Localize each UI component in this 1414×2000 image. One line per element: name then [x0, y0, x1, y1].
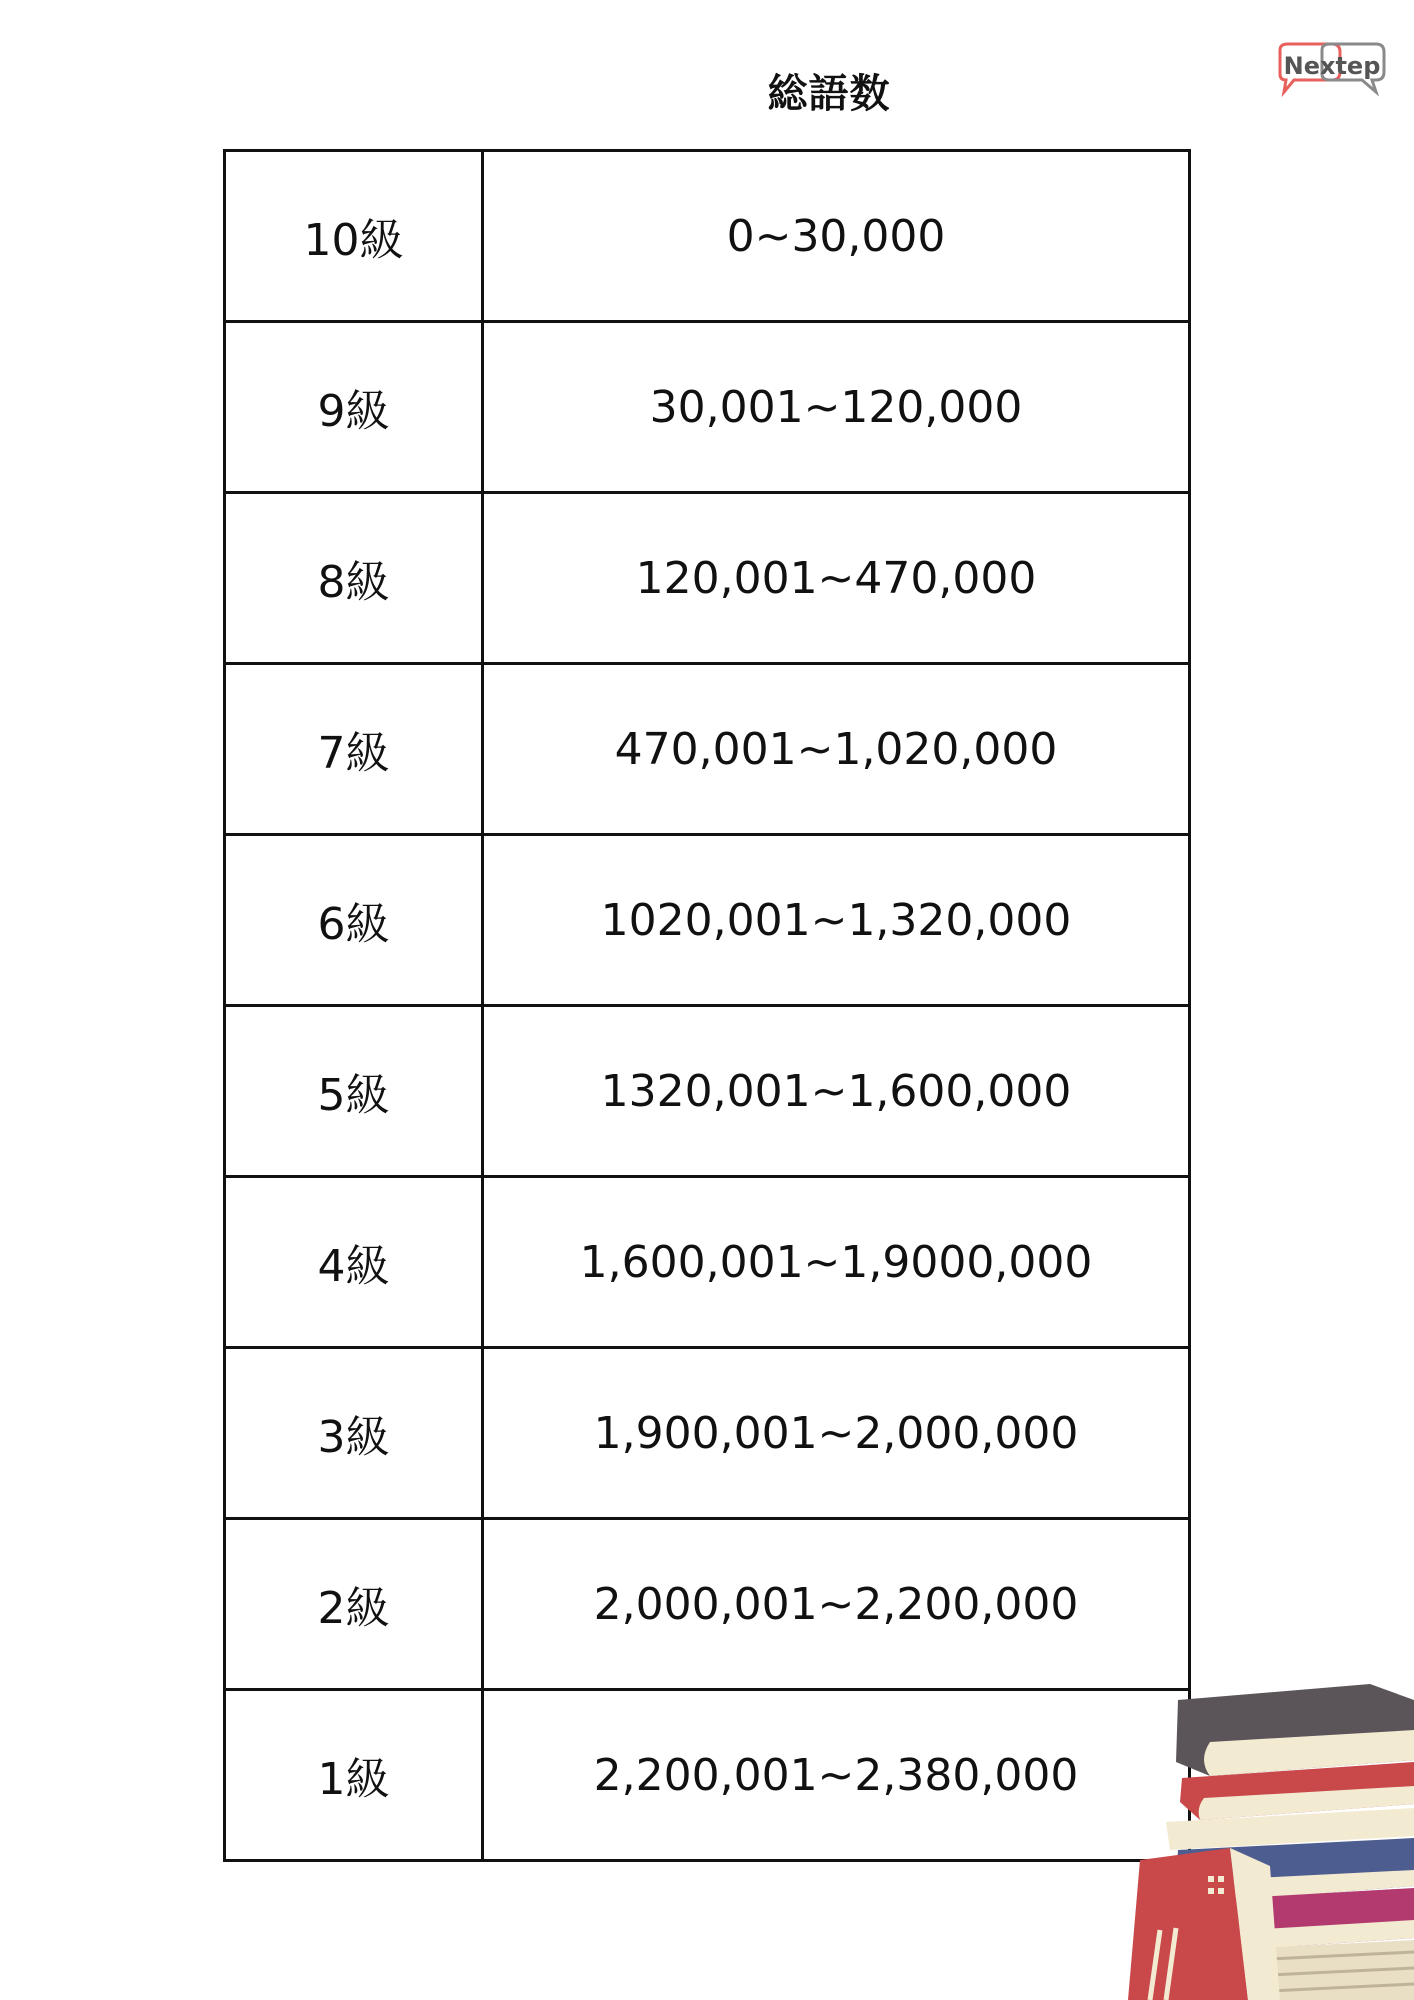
table-row — [225, 1519, 1190, 1690]
word-count-range-cell: 120,001~470,000 — [483, 493, 1190, 664]
word-count-range-cell: 0~30,000 — [483, 151, 1190, 322]
word-count-range-cell: 30,001~120,000 — [483, 322, 1190, 493]
table-row — [225, 1348, 1190, 1519]
grade-cell: 4級 — [225, 1177, 483, 1348]
book-stack-illustration-icon — [1120, 1680, 1414, 2000]
grade-cell: 7級 — [225, 664, 483, 835]
nextep-logo — [1272, 42, 1392, 98]
grade-cell: 10級 — [225, 151, 483, 322]
grade-cell: 5級 — [225, 1006, 483, 1177]
table-row — [225, 1177, 1190, 1348]
grade-cell: 9級 — [225, 322, 483, 493]
table-row — [225, 493, 1190, 664]
table-row — [225, 1690, 1190, 1861]
word-count-range-cell: 1,600,001~1,9000,000 — [483, 1177, 1190, 1348]
grade-cell: 2級 — [225, 1519, 483, 1690]
table-row — [225, 835, 1190, 1006]
grade-table-body — [225, 151, 1190, 1861]
page-title — [0, 62, 1414, 119]
word-count-range-cell: 2,000,001~2,200,000 — [483, 1519, 1190, 1690]
grade-table — [223, 149, 1191, 1862]
grade-cell: 1級 — [225, 1690, 483, 1861]
grade-cell: 6級 — [225, 835, 483, 1006]
table-row — [225, 664, 1190, 835]
page-title-text: 総語数 — [767, 71, 891, 117]
table-row — [225, 322, 1190, 493]
logo-text: Nextep — [1283, 52, 1381, 80]
table-row — [225, 151, 1190, 322]
word-count-range-cell: 1320,001~1,600,000 — [483, 1006, 1190, 1177]
word-count-range-cell: 2,200,001~2,380,000 — [483, 1690, 1190, 1861]
table-row — [225, 1006, 1190, 1177]
word-count-range-cell: 1,900,001~2,000,000 — [483, 1348, 1190, 1519]
word-count-range-cell: 1020,001~1,320,000 — [483, 835, 1190, 1006]
word-count-range-cell: 470,001~1,020,000 — [483, 664, 1190, 835]
grade-cell: 3級 — [225, 1348, 483, 1519]
grade-cell: 8級 — [225, 493, 483, 664]
